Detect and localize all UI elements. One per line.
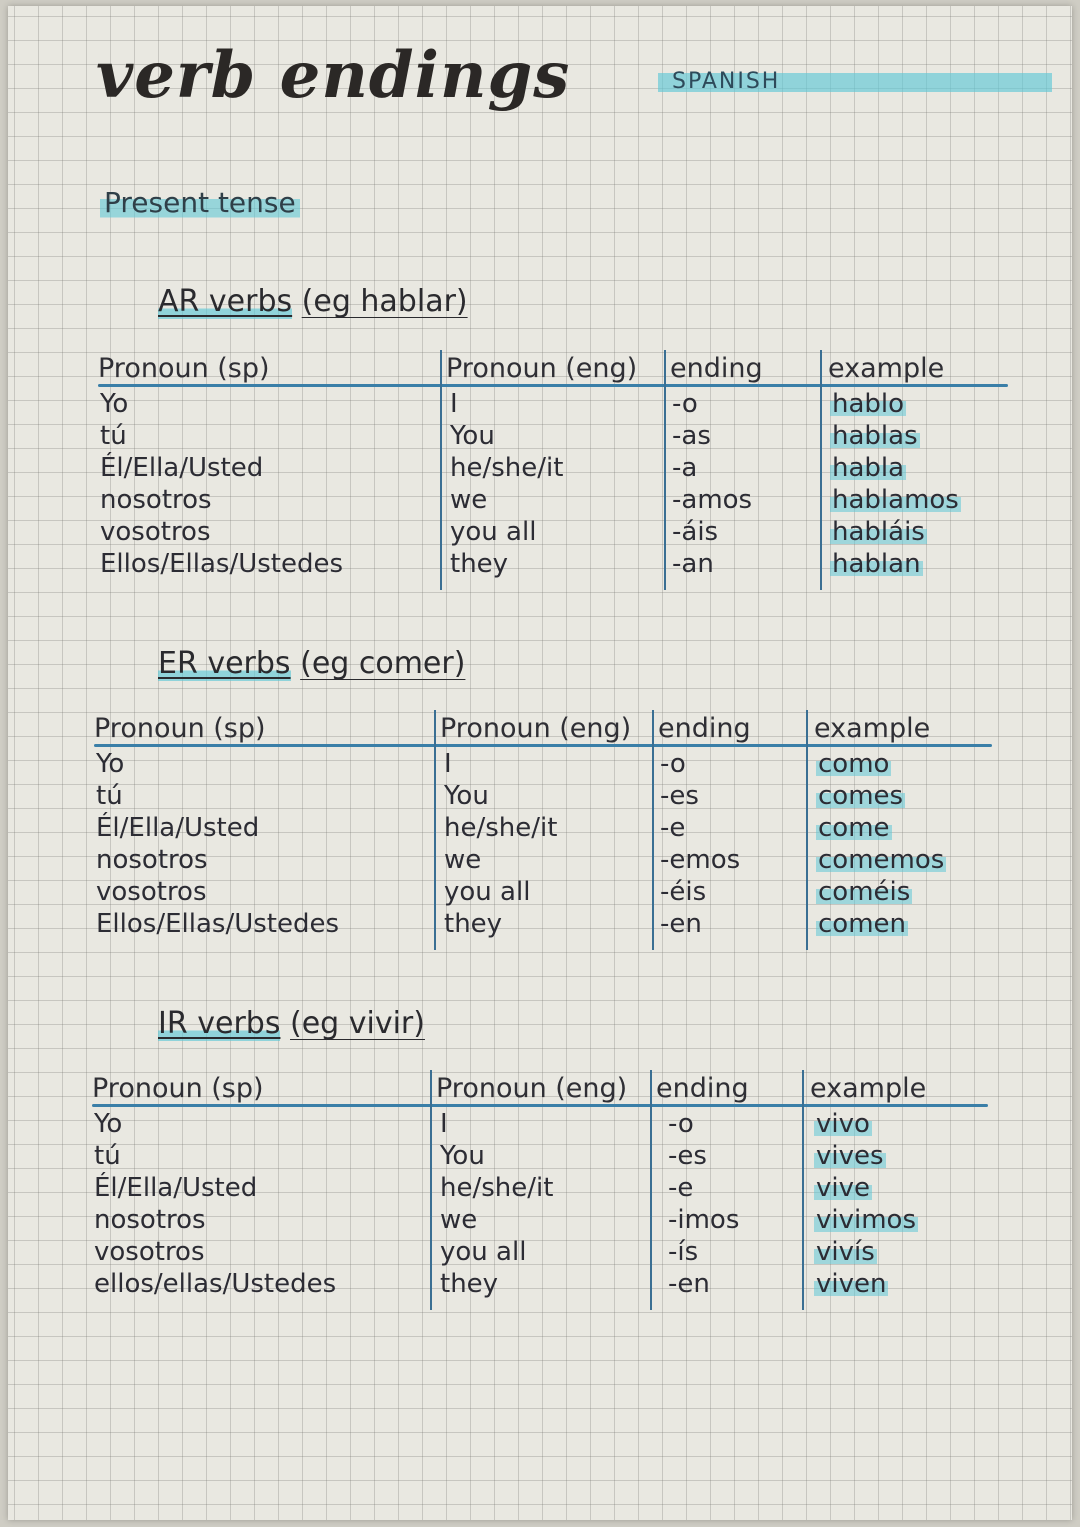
example-column xyxy=(814,1108,918,1300)
page-title: verb endings xyxy=(96,38,571,113)
ending-column xyxy=(672,388,752,580)
cell: hablamos xyxy=(832,485,959,515)
header-example: example xyxy=(814,713,931,744)
cell: vosotros xyxy=(94,1237,205,1267)
cell: You xyxy=(440,1141,485,1171)
cell: you all xyxy=(440,1237,527,1267)
cell: coméis xyxy=(818,877,911,907)
column-divider xyxy=(664,350,666,590)
subject-label: SPANISH xyxy=(658,68,1052,96)
header-example: example xyxy=(810,1073,927,1104)
example-column xyxy=(816,748,946,940)
cell: vivís xyxy=(816,1237,875,1267)
section-title xyxy=(158,284,468,320)
header-example: example xyxy=(828,353,945,384)
column-divider xyxy=(802,1070,804,1310)
cell: he/she/it xyxy=(450,453,564,483)
cell: I xyxy=(450,389,458,419)
cell: they xyxy=(450,549,509,579)
cell: -es xyxy=(668,1141,707,1171)
cell: you all xyxy=(444,877,531,907)
cell: -emos xyxy=(660,845,741,875)
cell: tú xyxy=(96,781,123,811)
cell: nosotros xyxy=(96,845,208,875)
cell: -e xyxy=(668,1173,694,1203)
cell: Él/Ella/Usted xyxy=(100,453,264,483)
cell: tú xyxy=(94,1141,121,1171)
cell: vives xyxy=(816,1141,884,1171)
cell: they xyxy=(440,1269,499,1299)
cell: we xyxy=(444,845,482,875)
cell: hablo xyxy=(832,389,905,419)
header-pronoun-sp: Pronoun (sp) xyxy=(94,713,266,744)
section-title-main: IR verbs xyxy=(158,1006,281,1041)
cell: -an xyxy=(672,549,714,579)
cell: -ís xyxy=(668,1237,699,1267)
cell: we xyxy=(450,485,488,515)
cell: habláis xyxy=(832,517,925,547)
cell: -en xyxy=(660,909,702,939)
header-pronoun-sp: Pronoun (sp) xyxy=(92,1073,264,1104)
tense-heading: Present tense xyxy=(100,186,300,220)
column-divider xyxy=(650,1070,652,1310)
example-column xyxy=(830,388,961,580)
column-divider xyxy=(820,350,822,590)
cell: hablan xyxy=(832,549,921,579)
cell: Yo xyxy=(100,389,129,419)
column-divider xyxy=(652,710,654,950)
cell: ellos/ellas/Ustedes xyxy=(94,1269,337,1299)
cell: vivimos xyxy=(816,1205,917,1235)
column-divider xyxy=(434,710,436,950)
cell: -e xyxy=(660,813,686,843)
header-ending: ending xyxy=(658,713,751,744)
section-title xyxy=(158,646,465,682)
cell: -o xyxy=(672,389,698,419)
cell: Ellos/Ellas/Ustedes xyxy=(96,909,340,939)
cell: -a xyxy=(672,453,698,483)
cell: tú xyxy=(100,421,127,451)
cell: -o xyxy=(668,1109,694,1139)
header-pronoun-eng: Pronoun (eng) xyxy=(440,713,632,744)
cell: we xyxy=(440,1205,478,1235)
section-title-example: (eg comer) xyxy=(300,646,466,681)
cell: Él/Ella/Usted xyxy=(96,813,260,843)
cell: -es xyxy=(660,781,699,811)
section-title xyxy=(158,1006,425,1042)
column-divider xyxy=(440,350,442,590)
section-title-main: ER verbs xyxy=(158,646,291,681)
cell: vosotros xyxy=(96,877,207,907)
header-underline xyxy=(92,1104,988,1107)
ending-column xyxy=(668,1108,739,1300)
cell: -as xyxy=(672,421,711,451)
cell: You xyxy=(450,421,495,451)
cell: I xyxy=(444,749,452,779)
cell: -amos xyxy=(672,485,753,515)
header-underline xyxy=(94,744,992,747)
cell: -o xyxy=(660,749,686,779)
cell: habla xyxy=(832,453,905,483)
cell: I xyxy=(440,1109,448,1139)
cell: vive xyxy=(816,1173,870,1203)
cell: he/she/it xyxy=(440,1173,554,1203)
cell: come xyxy=(818,813,890,843)
header-pronoun-sp: Pronoun (sp) xyxy=(98,353,270,384)
cell: como xyxy=(818,749,890,779)
cell: Él/Ella/Usted xyxy=(94,1173,258,1203)
cell: Yo xyxy=(94,1109,123,1139)
cell: they xyxy=(444,909,503,939)
pronoun-eng-column xyxy=(440,1108,553,1300)
cell: -en xyxy=(668,1269,710,1299)
cell: vivo xyxy=(816,1109,870,1139)
pronoun-sp-column xyxy=(94,1108,336,1300)
ending-column xyxy=(660,748,740,940)
cell: comen xyxy=(818,909,907,939)
section-title-example: (eg hablar) xyxy=(301,284,468,319)
section-title-main: AR verbs xyxy=(158,284,293,319)
cell: nosotros xyxy=(100,485,212,515)
header-ending: ending xyxy=(656,1073,749,1104)
header-pronoun-eng: Pronoun (eng) xyxy=(436,1073,628,1104)
column-divider xyxy=(430,1070,432,1310)
cell: comes xyxy=(818,781,904,811)
pronoun-eng-column xyxy=(450,388,563,580)
notebook-page xyxy=(8,6,1072,1520)
cell: -imos xyxy=(668,1205,740,1235)
header-pronoun-eng: Pronoun (eng) xyxy=(446,353,638,384)
pronoun-eng-column xyxy=(444,748,557,940)
cell: You xyxy=(444,781,489,811)
cell: hablas xyxy=(832,421,918,451)
cell: he/she/it xyxy=(444,813,558,843)
cell: Yo xyxy=(96,749,125,779)
cell: vosotros xyxy=(100,517,211,547)
cell: you all xyxy=(450,517,537,547)
pronoun-sp-column xyxy=(96,748,339,940)
section-title-example: (eg vivir) xyxy=(290,1006,425,1041)
cell: -áis xyxy=(672,517,719,547)
cell: viven xyxy=(816,1269,887,1299)
cell: comemos xyxy=(818,845,945,875)
header-underline xyxy=(98,384,1008,387)
cell: Ellos/Ellas/Ustedes xyxy=(100,549,344,579)
header-ending: ending xyxy=(670,353,763,384)
cell: -éis xyxy=(660,877,707,907)
cell: nosotros xyxy=(94,1205,206,1235)
column-divider xyxy=(806,710,808,950)
pronoun-sp-column xyxy=(100,388,343,580)
